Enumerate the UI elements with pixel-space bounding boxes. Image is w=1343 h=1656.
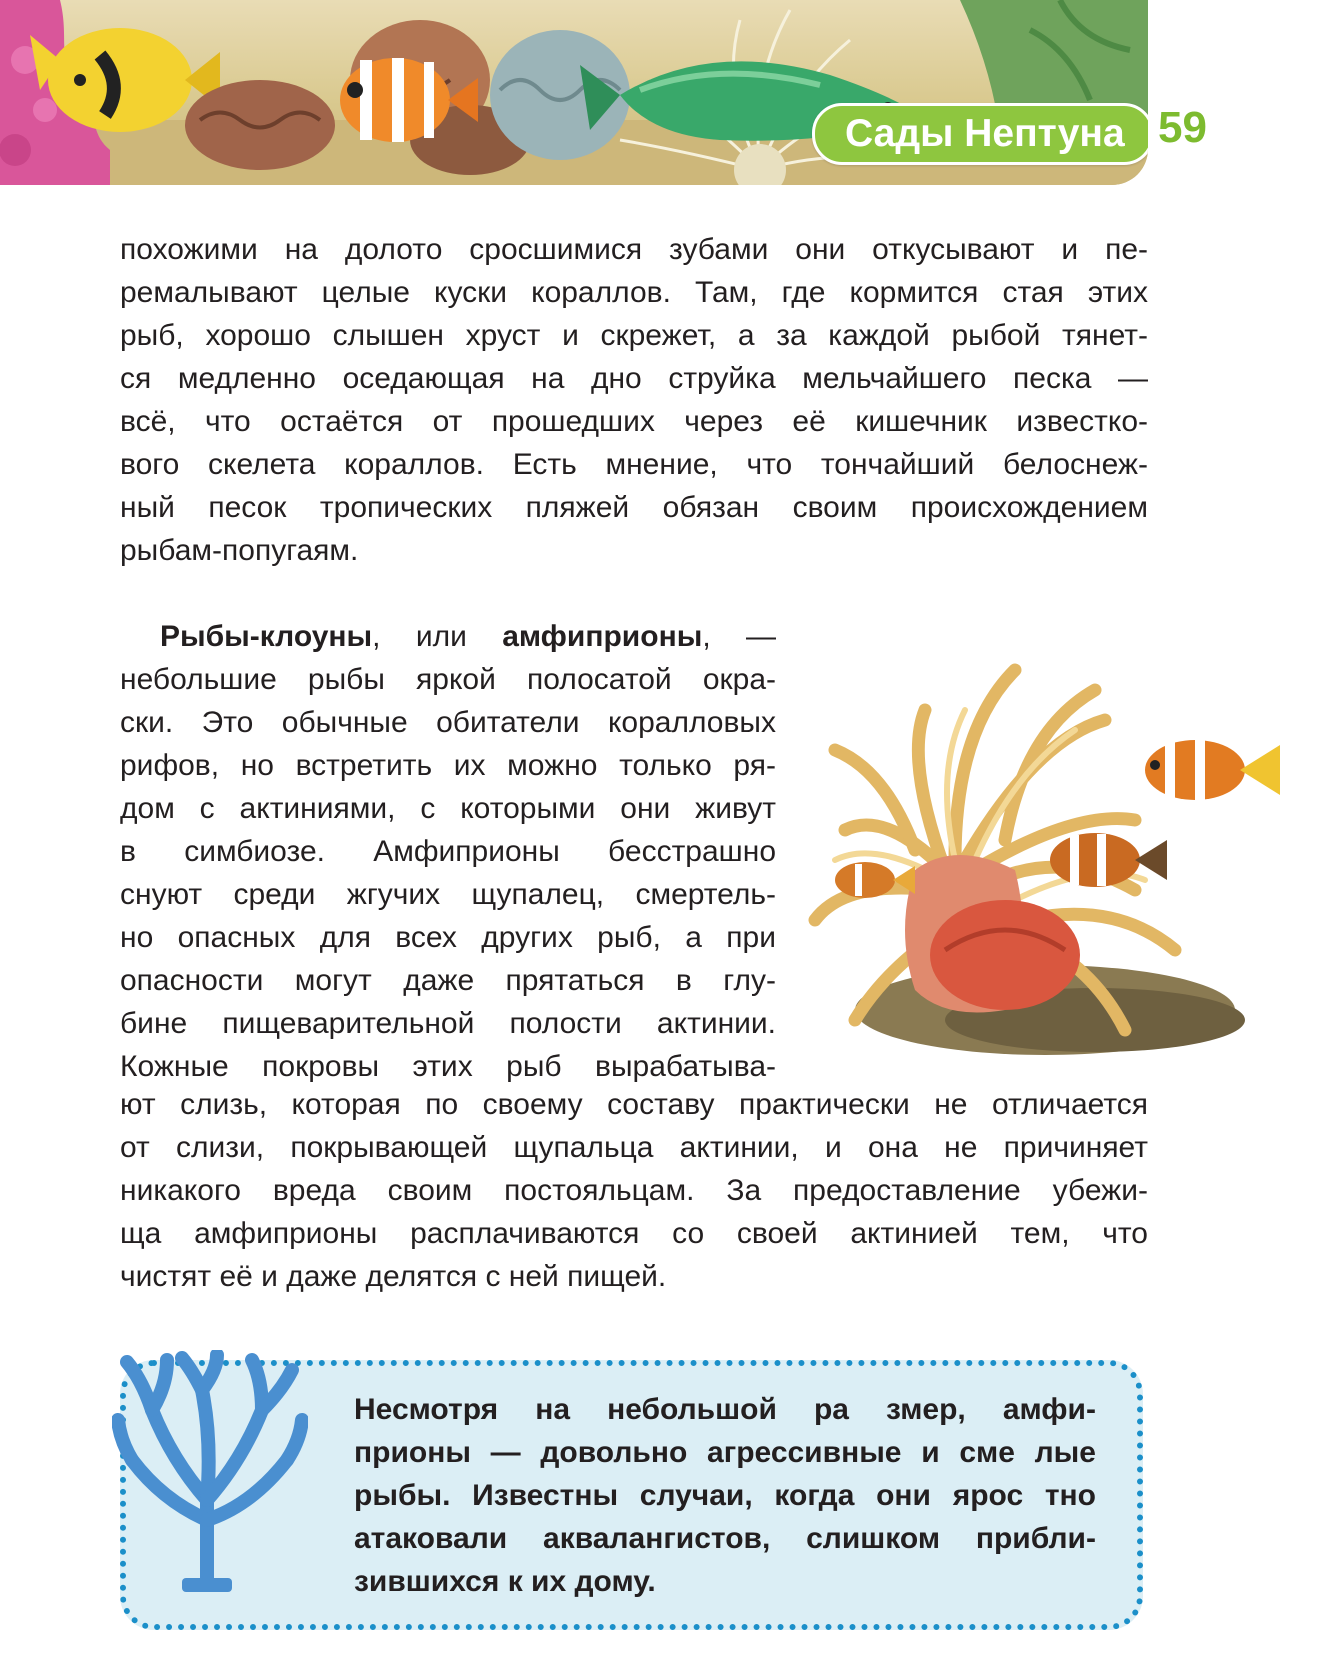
fact-text [354, 1388, 1096, 1603]
text-line: рыб, хорошо слышен хруст и скрежет, а за каждой рыбой тянет- [120, 319, 1148, 352]
text-line: ся медленно оседающая на дно струйка мельчайшего песка — [120, 362, 1148, 395]
text-line: от слизи, покрывающей щупальца актинии, и она не причиняет [120, 1131, 1148, 1164]
header-banner [0, 0, 1148, 185]
text-line: ски. Это обычные обитатели коралловых [120, 706, 776, 739]
text-line: небольшие рыбы яркой полосатой окра- [120, 663, 776, 696]
term-amphiprion: амфиприоны [502, 620, 703, 653]
clownfish-icon [1050, 833, 1167, 887]
text-line: ют слизь, которая по своему составу практически не отличается [120, 1088, 1148, 1121]
section-title-badge [812, 103, 1148, 165]
paragraph-parrotfish [120, 228, 1148, 572]
paragraph-clownfish-continued [120, 1083, 1148, 1298]
text-line: никакого вреда своим постояльцам. За предоставление убежи- [120, 1174, 1148, 1207]
text-line: похожими на долото сросшимися зубами они откусывают и пе- [120, 233, 1148, 266]
term-joiner: , или [372, 620, 503, 653]
clownfish-icon [1145, 740, 1280, 800]
text-line: чистят её и даже делятся с ней пищей. [120, 1260, 667, 1293]
fact-line: рыбы. Известны случаи, когда они ярос тно [354, 1479, 1096, 1512]
text-line: но опасных для всех других рыб, а при [120, 921, 776, 954]
text-line-lead [120, 615, 776, 658]
fact-line: атаковали аквалангистов, слишком прибли- [354, 1522, 1096, 1555]
text-line: Кожные покровы этих рыб вырабатыва- [120, 1050, 776, 1083]
paragraph-clownfish [120, 615, 776, 1088]
text-line: бине пищеварительной полости актинии. [120, 1007, 776, 1040]
fact-line: прионы — довольно агрессивные и сме лые [354, 1436, 1096, 1469]
text-line: снуют среди жгучих щупалец, смертель- [120, 878, 776, 911]
text-line: ремалывают целые куски кораллов. Там, где кормится стая этих [120, 276, 1148, 309]
term-clownfish: Рыбы-клоуны [160, 620, 373, 653]
page-number: 59 [1158, 103, 1207, 152]
text-line: ща амфиприоны расплачиваются со своей актинией тем, что [120, 1217, 1148, 1250]
text-line: в симбиозе. Амфиприоны бесстрашно [120, 835, 776, 868]
lead-line-rest: , — [702, 620, 776, 653]
fact-line: Несмотря на небольшой ра змер, амфи- [354, 1393, 1096, 1426]
section-title: Сады Нептуна [845, 112, 1125, 155]
fact-line: зившихся к их дому. [354, 1565, 656, 1598]
coral-icon [112, 1350, 308, 1595]
text-line: дом с актиниями, с которыми они живут [120, 792, 776, 825]
text-line: рыбам-попугаям. [120, 534, 359, 567]
text-line: всё, что остаётся от прошедших через её кишечник известко- [120, 405, 1148, 438]
text-line: ный песок тропических пляжей обязан своим происхождением [120, 491, 1148, 524]
text-line: вого скелета кораллов. Есть мнение, что тончайший белоснеж- [120, 448, 1148, 481]
text-line: опасности могут даже прятаться в глу- [120, 964, 776, 997]
text-line: рифов, но встретить их можно только ря- [120, 749, 776, 782]
anemone-illustration [795, 620, 1315, 1060]
